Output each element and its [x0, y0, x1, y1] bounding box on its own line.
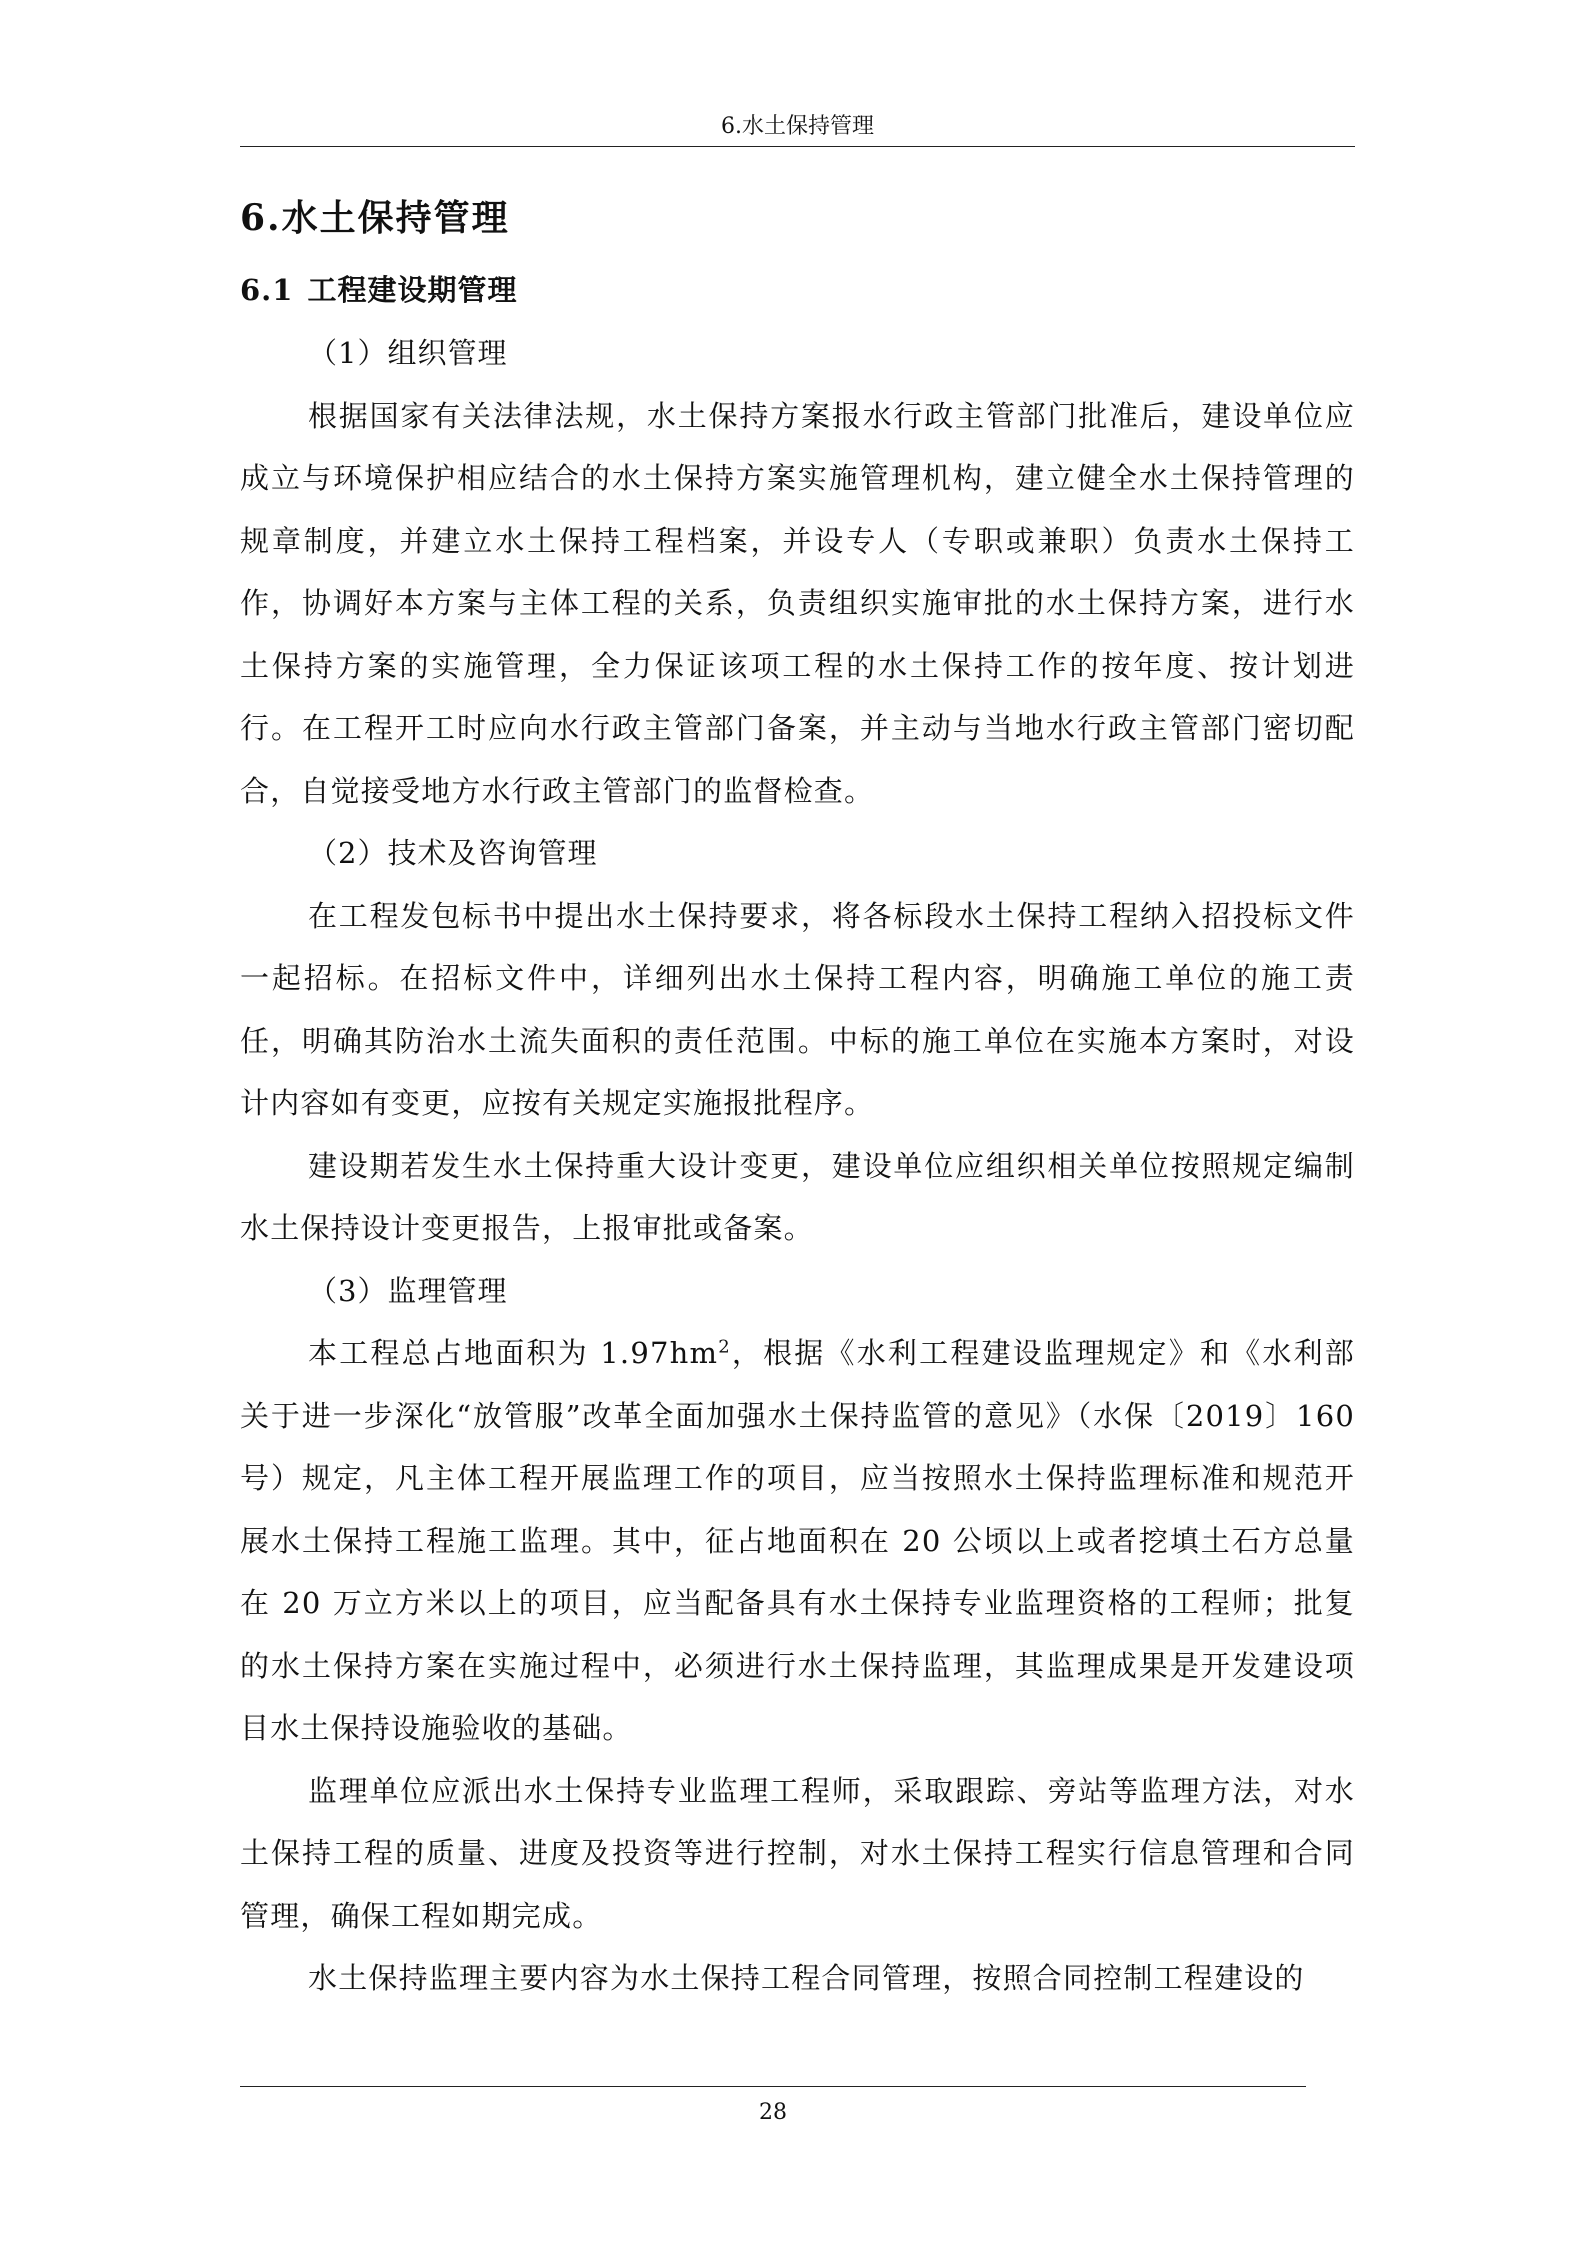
section-title: [240, 266, 1355, 314]
running-header: 6.水土保持管理: [721, 114, 874, 139]
footer-divider: [240, 2086, 1306, 2087]
paragraph: 建设期若发生水土保持重大设计变更，建设单位应组织相关单位按照规定编制水土保持设计变更报告，上报审批或备案。: [240, 1148, 1355, 1245]
superscript: 2: [718, 1336, 731, 1358]
paragraph: 在工程发包标书中提出水土保持要求，将各标段水土保持工程纳入招投标文件一起招标。在招标文件中，详细列出水土保持工程内容，明确施工单位的施工责任，明确其防治水土流失面积的责任范围。中标的施工单位在实施本方案时，对设计内容如有变更，应按有关规定实施报批程序。: [240, 898, 1355, 1120]
paragraph: 监理单位应派出水土保持专业监理工程师，采取跟踪、旁站等监理方法，对水土保持工程的质量、进度及投资等进行控制，对水土保持工程实行信息管理和合同管理，确保工程如期完成。: [240, 1773, 1355, 1933]
document-body: [240, 188, 1355, 2010]
paragraph: 水土保持监理主要内容为水土保持工程合同管理，按照合同控制工程建设的: [308, 1961, 1305, 1995]
page-number: 28: [759, 2100, 787, 2125]
paragraph: [240, 1322, 1355, 1760]
section-number: 6.1: [240, 273, 294, 307]
subheading-supervision: （3）监理管理: [308, 1273, 508, 1308]
subheading-organization: （1）组织管理: [308, 336, 508, 370]
chapter-title: 6.水土保持管理: [240, 197, 510, 239]
paragraph-part: 本工程总占地面积为 1.97hm: [308, 1336, 719, 1370]
subheading-technical: （2）技术及咨询管理: [308, 836, 598, 870]
paragraph: 根据国家有关法律法规，水土保持方案报水行政主管部门批准后，建设单位应成立与环境保护相应结合的水土保持方案实施管理机构，建立健全水土保持管理的规章制度，并建立水土保持工程档案，并设专人（专职或兼职）负责水土保持工作，协调好本方案与主体工程的关系，负责组织实施审批的水土保持方案，进行水土保持方案的实施管理，全力保证该项工程的水土保持工作的按年度、按计划进行。在工程开工时应向水行政主管部门备案，并主动与当地水行政主管部门密切配合，自觉接受地方水行政主管部门的监督检查。: [240, 398, 1355, 808]
header-divider: [240, 146, 1355, 147]
section-title-text: 工程建设期管理: [307, 273, 518, 307]
paragraph-part: ，根据《水利工程建设监理规定》和《水利部关于进一步深化“放管服”改革全面加强水土保持监管的意见》（水保〔2019〕160 号）规定，凡主体工程开展监理工作的项目，应当按照水土保持监理标准和规范开展水土保持工程施工监理。其中，征占地面积在 20 公顷以上或者挖填土石方总量在 20 万立方米以上的项目，应当配备具有水土保持专业监理资格的工程师；批复的水土保持方案在实施过程中，必须进行水土保持监理，其监理成果是开发建设项目水土保持设施验收的基础。: [240, 1336, 1355, 1745]
